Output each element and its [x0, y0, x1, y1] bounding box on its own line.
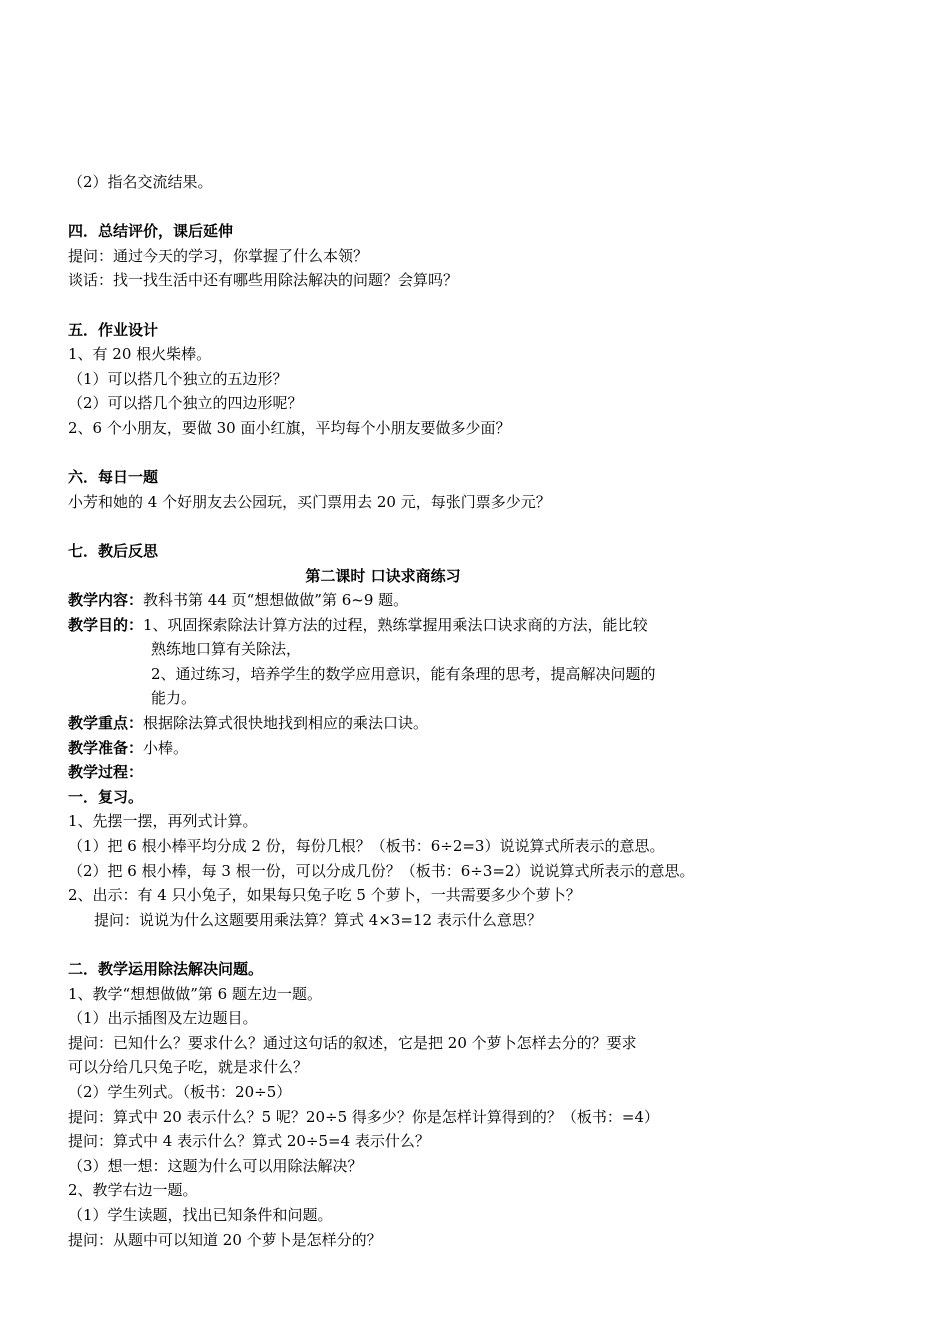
spacer: [68, 293, 698, 318]
part1-line: （1）把 6 根小棒平均分成 2 份，每份几根？（板书：6÷2=3）说说算式所表示的意思。: [68, 837, 665, 856]
section4-line: 提问：通过今天的学习，你掌握了什么本领？: [68, 246, 369, 265]
part1-line: 1、先摆一摆，再列式计算。: [68, 812, 258, 831]
section4-heading: 四．总结评价，课后延伸: [68, 222, 234, 241]
part2-heading: 二．教学运用除法解决问题。: [68, 960, 264, 978]
part2-line: （1）出示插图及左边题目。: [68, 1009, 258, 1028]
section5-line: 1、有 20 根火柴棒。: [68, 345, 212, 364]
spacer: [68, 195, 698, 220]
part2-line: （1）学生读题，找出已知条件和问题。: [68, 1205, 333, 1224]
section5-line: （2）可以搭几个独立的四边形呢？: [68, 394, 303, 413]
part1-line: （2）把 6 根小棒，每 3 根一份，可以分成几份？（板书：6÷3=2）说说算式所表示的意思。: [68, 861, 695, 880]
teaching-content-text: 教科书第 44 页“想想做做”第 6~9 题。: [143, 591, 409, 610]
part2-line: 提问：算式中 20 表示什么？5 呢？20÷5 得多少？你是怎样计算得到的？（板书：=4）: [68, 1107, 660, 1126]
teaching-content: [68, 588, 698, 613]
part1-heading: 一．复习。: [68, 787, 144, 806]
teaching-goal-line: 能力。: [151, 689, 197, 708]
teaching-prep: [68, 736, 698, 761]
lesson2-title: 第二课时 口诀求商练习: [305, 566, 461, 585]
part2-line: （3）想一想：这题为什么可以用除法解决？: [68, 1156, 363, 1175]
section6-line: 小芳和她的 4 个好朋友去公园玩，买门票用去 20 元，每张门票多少元？: [68, 492, 551, 511]
teaching-focus: [68, 711, 698, 736]
teaching-focus-label: 教学重点：: [68, 714, 144, 733]
part2-line: （2）学生列式。（板书：20÷5）: [68, 1082, 292, 1101]
teaching-prep-label: 教学准备：: [68, 738, 144, 757]
section3-tail-line: （2）指名交流结果。: [68, 173, 213, 191]
teaching-content-label: 教学内容：: [68, 591, 144, 610]
section5-heading: 五．作业设计: [68, 320, 159, 339]
teaching-goal-line: 熟练地口算有关除法，: [151, 640, 302, 659]
part2-line: 1、教学“想想做做”第 6 题左边一题。: [68, 984, 322, 1003]
part2-line: 2、教学右边一题。: [68, 1181, 198, 1200]
spacer: [68, 514, 698, 539]
teaching-goal-line: 2、通过练习，培养学生的数学应用意识，能有条理的思考，提高解决问题的: [151, 664, 656, 683]
teaching-prep-text: 小棒。: [143, 738, 189, 757]
spacer: [68, 932, 698, 957]
section6-heading: 六．每日一题: [68, 468, 159, 487]
part2-line: 可以分给几只兔子吃，就是求什么？: [68, 1058, 309, 1077]
teaching-focus-text: 根据除法算式很快地找到相应的乘法口诀。: [143, 714, 429, 733]
section5-line: （1）可以搭几个独立的五边形？: [68, 369, 288, 388]
teaching-goal-line: 1、巩固探索除法计算方法的过程，熟练掌握用乘法口诀求商的方法，能比较: [143, 615, 648, 634]
document-page: [68, 170, 698, 1252]
spacer: [68, 441, 698, 466]
part1-indented-line: 提问：说说为什么这题要用乘法算？算式 4×3=12 表示什么意思？: [94, 910, 542, 929]
section4-line: 谈话：找一找生活中还有哪些用除法解决的问题？会算吗？: [68, 271, 459, 290]
teaching-process-label: 教学过程：: [68, 763, 144, 782]
section7-heading: 七．教后反思: [68, 541, 159, 560]
section5-line: 2、6 个小朋友，要做 30 面小红旗，平均每个小朋友要做多少面？: [68, 418, 511, 437]
part2-line: 提问：算式中 4 表示什么？算式 20÷5=4 表示什么？: [68, 1132, 430, 1151]
teaching-goal: [68, 613, 698, 638]
teaching-goal-label: 教学目的：: [68, 615, 144, 634]
part2-line: 提问：已知什么？要求什么？通过这句话的叙述，它是把 20 个萝卜怎样去分的？要求: [68, 1033, 637, 1052]
part2-line: 提问：从题中可以知道 20 个萝卜是怎样分的？: [68, 1230, 382, 1249]
part1-line: 2、出示：有 4 只小兔子，如果每只兔子吃 5 个萝卜，一共需要多少个萝卜？: [68, 886, 581, 905]
